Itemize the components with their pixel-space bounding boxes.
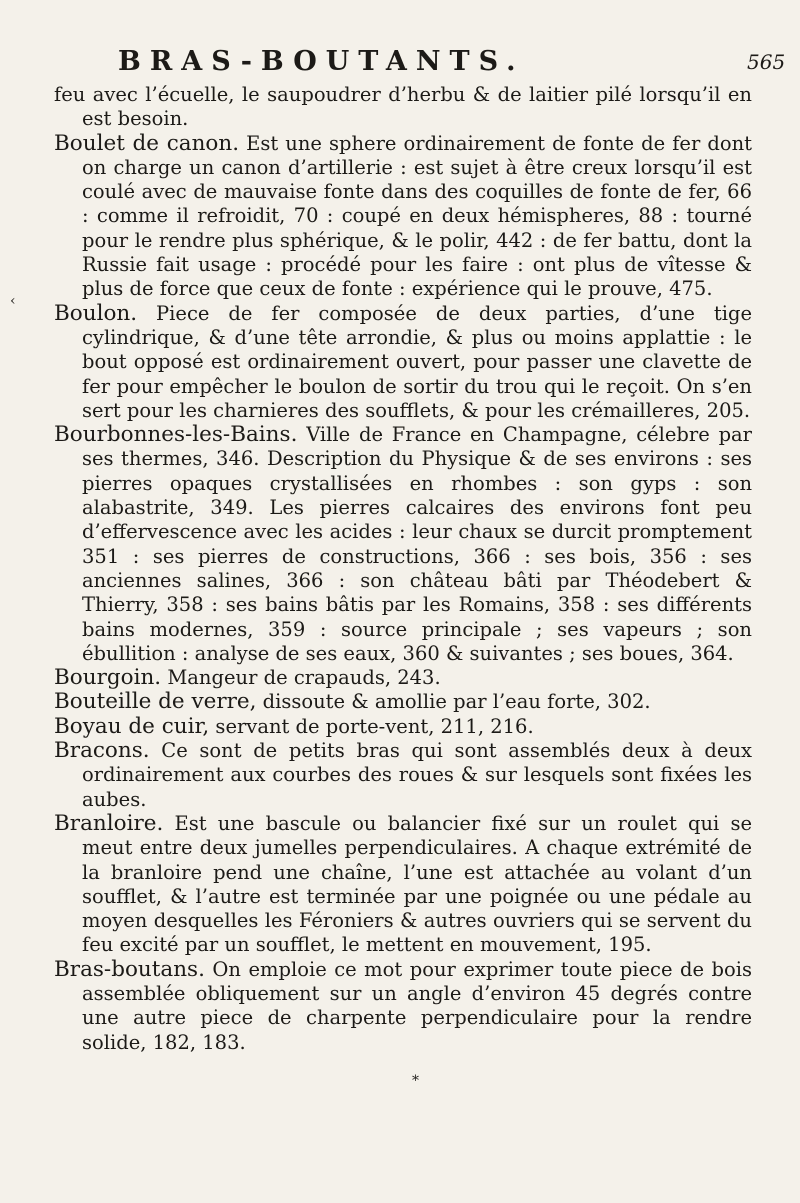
entry-head: Branloire. [54, 810, 164, 836]
index-entry-branloire [54, 812, 752, 958]
margin-mark: ‹ [10, 293, 16, 309]
index-entry-bourgoin [54, 666, 752, 690]
running-title: BRAS-BOUTANTS. [118, 46, 525, 77]
entry-text: Est une sphere ordinairement de fonte de fer dont on charge un canon d’artillerie : est sujet à être creux lorsqu’il est coulé avec de mauvaise fonte dans des coquilles de fonte de fer, 66 : comme il refroidit, 70 : coupé en deux hémispheres, 88 : tourné pour le rendre plus sphérique, & le polir, 442 : de fer battu, dont la Russie fait usage : procédé pour les faire : ont plus de vîtesse & plus de force que ceux de fonte : expérience qui le prouve, 475. [82, 131, 752, 301]
page-number: 565 [747, 50, 786, 74]
entry-text: Ville de France en Champagne, célebre par ses thermes, 346. Description du Physique & de ses environs : ses pierres opaques crystallisées en rhombes : son gyps : son alabastrite, 349. Les pierres calcaires des environs font peu d’effervescence avec les acides : leur chaux se durcit promptement 351 : ses pierres de constructions, 366 : ses bois, 356 : ses anciennes salines, 366 : son château bâti par Théodebert & Thierry, 358 : ses bains bâtis par les Romains, 358 : ses différents bains modernes, 359 : source principale ; ses vapeurs ; son ébullition : analyse de ses eaux, 360 & suivantes ; ses boues, 364. [82, 423, 752, 665]
entry-head: Bourbonnes-les-Bains. [54, 422, 298, 448]
index-entry-continuation [54, 83, 752, 132]
index-entry-boulet [54, 132, 752, 302]
index-entry-boyau [54, 715, 752, 739]
index-entry-bourbonnes [54, 423, 752, 666]
entry-head: Bras-boutans. [54, 956, 205, 982]
entry-head: Bourgoin. [54, 665, 162, 691]
entry-text: On emploie ce mot pour exprimer toute piece de bois assemblée obliquement sur un angle d’environ 45 degrés contre une autre piece de charpente perpendiculaire pour la rendre solide, 182, 183. [82, 957, 752, 1054]
entry-text: Est une bascule ou balancier fixé sur un roulet qui se meut entre deux jumelles perpendiculaires. A chaque extrémité de la branloire pend une chaîne, l’une est attachée au volant d’un soufflet, & l’autre est terminée par une poignée ou une pédale au moyen desquelles les Féroniers & autres ouvriers qui se servent du feu excité par un soufflet, le mettent en mouvement, 195. [82, 811, 752, 957]
entry-text: feu avec l’écuelle, le saupoudrer d’herbu & de laitier pilé lorsqu’il en est besoin. [54, 83, 752, 131]
entry-head: Bracons. [54, 738, 150, 764]
entry-head: Boulon. [54, 300, 138, 326]
index-entries [0, 83, 800, 1055]
bottom-mark: * [412, 1073, 419, 1089]
index-entry-boulon [54, 302, 752, 423]
entry-text: Piece de fer composée de deux parties, d’une tige cylindrique, & d’une tête arrondie, & plus ou moins applattie : le bout opposé est ordinairement ouvert, pour passer une clavette de fer pour empêcher le boulon de sortir du trou qui le reçoit. On s’en sert pour les charnieres des soufflets, & pour les crémailleres, 205. [82, 301, 752, 422]
entry-head: Boyau de cuir, [54, 713, 210, 739]
entry-head: Boulet de canon. [54, 130, 240, 156]
index-entry-bracons [54, 739, 752, 812]
entry-text: Mangeur de crapauds, 243. [161, 666, 441, 690]
entry-text: dissoute & amollie par l’eau forte, 302. [256, 690, 651, 714]
index-entry-bouteille [54, 690, 752, 714]
entry-text: Ce sont de petits bras qui sont assemblés deux à deux ordinairement aux courbes des roues & sur lesquels sont fixées les aubes. [82, 739, 752, 811]
entry-head: Bouteille de verre, [54, 689, 257, 715]
index-entry-bras-boutans [54, 958, 752, 1055]
entry-text: servant de porte-vent, 211, 216. [209, 714, 534, 738]
